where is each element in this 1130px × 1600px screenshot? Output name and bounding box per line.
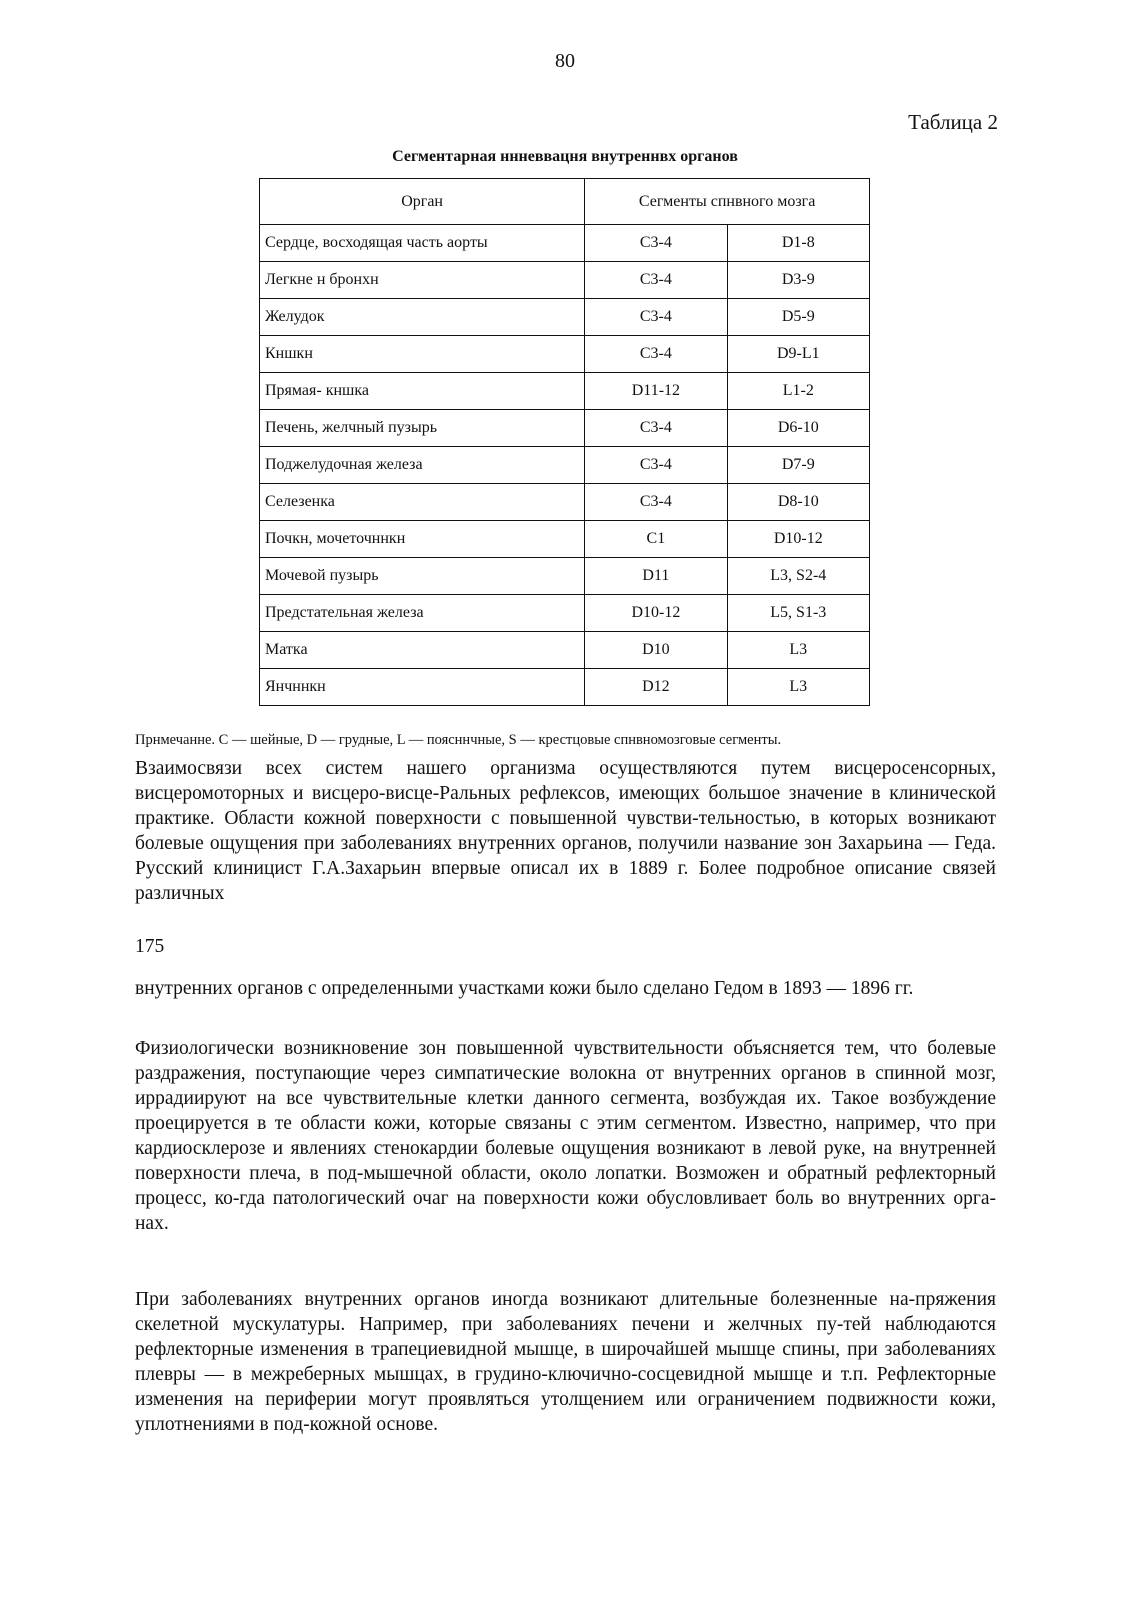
- table-row: [260, 669, 870, 706]
- table-caption: Таблица 2: [908, 110, 998, 134]
- segment-cell: D1-8: [727, 225, 869, 262]
- segment-cell: С3-4: [585, 484, 727, 521]
- segment-cell: С3-4: [585, 447, 727, 484]
- organ-cell: Сердце, восходящая часть аорты: [260, 225, 585, 262]
- organ-cell: Селезенка: [260, 484, 585, 521]
- segment-cell: L5, S1-3: [727, 595, 869, 632]
- segment-cell: С3-4: [585, 262, 727, 299]
- organ-column-header: Орган: [260, 179, 585, 225]
- organ-cell: Печень, желчный пузырь: [260, 410, 585, 447]
- segments-column-header: Сегменты спнвного мозга: [585, 179, 870, 225]
- organ-cell: Легкне н бронхн: [260, 262, 585, 299]
- segment-cell: D12: [585, 669, 727, 706]
- source-page-number: 175: [135, 936, 165, 957]
- organ-cell: Кншкн: [260, 336, 585, 373]
- table-row: [260, 410, 870, 447]
- table-title: Сегментарная ннневвацня внутреннвх органов: [392, 148, 738, 165]
- table-row: [260, 262, 870, 299]
- segment-cell: D9-L1: [727, 336, 869, 373]
- segment-cell: С3-4: [585, 336, 727, 373]
- segment-cell: L3: [727, 669, 869, 706]
- innervation-table: [259, 178, 870, 706]
- segment-cell: D10-12: [585, 595, 727, 632]
- table-row: [260, 521, 870, 558]
- table-body: [260, 225, 870, 706]
- segment-cell: D11-12: [585, 373, 727, 410]
- page-number: 80: [555, 50, 575, 72]
- organ-cell: Почкн, мочеточннкн: [260, 521, 585, 558]
- table-row: [260, 484, 870, 521]
- paragraph: При заболеваниях внутренних органов иногда возникают длительные болезненные на-пряжения скелетной мускулатуры. Например, при заболеваниях печени и желчных пу-тей наблюдаются рефлекторные изменения в трапециевидной мышце, в широчайшей мышце спины, при заболеваниях плевры — в межреберных мышцах, в грудино-ключично-сосцевидной мышце и т.п. Рефлекторные изменения на периферии могут проявляться утолщением или ограничением подвижности кожи, уплотнениями в под-кожной основе.: [135, 1289, 996, 1435]
- table-header-row: [260, 179, 870, 225]
- paragraph: Физиологически возникновение зон повышенной чувствительности объясняется тем, что болевые раздражения, поступающие через симпатические волокна от внутренних органов в спинной мозг, иррадиируют на все чувствительные клетки данного сегмента, возбуждая их. Такое возбуждение проецируется в те области кожи, которые связаны с этим сегментом. Известно, например, что при кардиосклерозе и явлениях стенокардии болевые ощущения возникают в левой руке, на внутренней поверхности плеча, в под-мышечной области, около лопатки. Возможен и обратный рефлекторный процесс, ко-гда патологический очаг на поверхности кожи обусловливает боль во внутренних орга-нах.: [135, 1038, 996, 1234]
- table-row: [260, 336, 870, 373]
- segment-cell: С3-4: [585, 225, 727, 262]
- table-row: [260, 595, 870, 632]
- segment-cell: L3, S2-4: [727, 558, 869, 595]
- organ-cell: Матка: [260, 632, 585, 669]
- segment-cell: L1-2: [727, 373, 869, 410]
- organ-cell: Предстательная железа: [260, 595, 585, 632]
- segment-cell: D8-10: [727, 484, 869, 521]
- paragraph: Взаимосвязи всех систем нашего организма осуществляются путем висцеросенсорных, висцеромоторных и висцеро-висце-Ральных рефлексов, имеющих большое значение в клинической практике. Области кожной поверхности с повышенной чувстви-тельностью, в которых возникают болевые ощущения при заболеваниях внутренних органов, получили название зон Захарьина — Геда. Русский клиницист Г.А.Захарьин впервые описал их в 1889 г. Более подробное описание связей различных: [135, 758, 996, 904]
- paragraph: внутренних органов с определенными участками кожи было сделано Гедом в 1893 — 1896 гг.: [135, 978, 914, 999]
- segment-cell: D6-10: [727, 410, 869, 447]
- segment-cell: С1: [585, 521, 727, 558]
- segment-cell: D10-12: [727, 521, 869, 558]
- segment-cell: D10: [585, 632, 727, 669]
- table-row: [260, 447, 870, 484]
- organ-cell: Мочевой пузырь: [260, 558, 585, 595]
- table-row: [260, 225, 870, 262]
- table-row: [260, 558, 870, 595]
- segment-cell: D7-9: [727, 447, 869, 484]
- segment-cell: С3-4: [585, 299, 727, 336]
- segment-cell: D3-9: [727, 262, 869, 299]
- organ-cell: Янчннкн: [260, 669, 585, 706]
- organ-cell: Прямая- кншка: [260, 373, 585, 410]
- table-row: [260, 632, 870, 669]
- segment-cell: D5-9: [727, 299, 869, 336]
- segment-cell: D11: [585, 558, 727, 595]
- table-row: [260, 299, 870, 336]
- table-note: Прнмечанне. С — шейные, D — грудные, L — поясннчные, S — крестцовые спнвномозговые сегменты.: [135, 732, 782, 748]
- organ-cell: Поджелудочная железа: [260, 447, 585, 484]
- table-row: [260, 373, 870, 410]
- segment-cell: С3-4: [585, 410, 727, 447]
- segment-cell: L3: [727, 632, 869, 669]
- organ-cell: Желудок: [260, 299, 585, 336]
